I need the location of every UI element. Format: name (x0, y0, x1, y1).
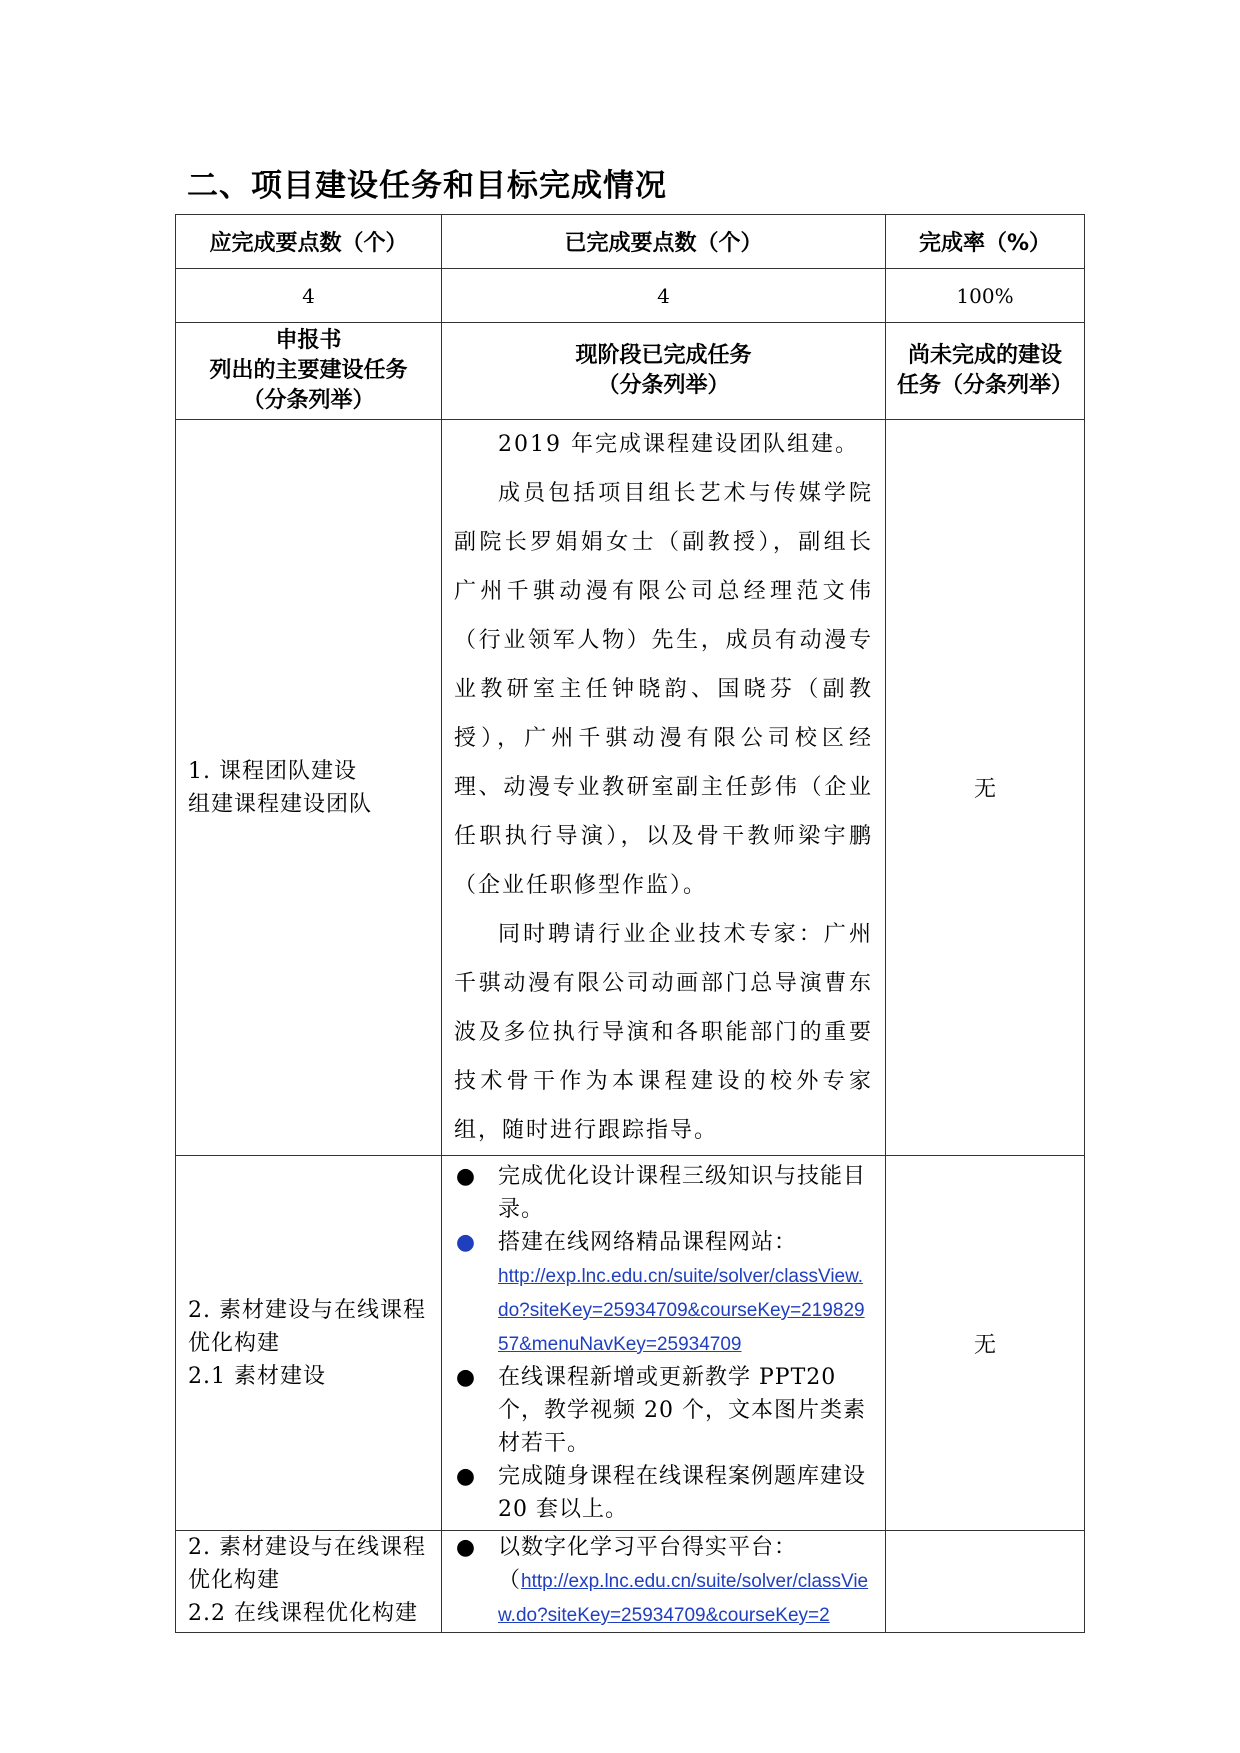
detail-paragraph: 2019 年完成课程建设团队组建。 (498, 432, 859, 457)
pending-status: 无 (886, 1156, 1085, 1531)
bullet-icon: ● (455, 1464, 477, 1489)
bullet-icon: ● (455, 1535, 477, 1560)
task-line: 组建课程建设团队 (188, 791, 373, 817)
task-line: 2. 素材建设与在线课程优化构建 (188, 1297, 426, 1356)
bullet-list (442, 1156, 885, 1530)
page-title: 二、项目建设任务和目标完成情况 (187, 168, 667, 204)
header-text: 列出的主要建设任务 (209, 358, 408, 383)
header-text: （分条列举） (242, 388, 375, 413)
header-text: （分条列举） (597, 373, 730, 398)
header-completed-count: 已完成要点数（个） (442, 215, 886, 269)
list-item-text: 以数字化学习平台得实平台： (498, 1535, 798, 1560)
task-cell (176, 420, 442, 1156)
task-cell (176, 1156, 442, 1531)
detail-paragraph: 同时聘请行业企业技术专家：广州千骐动漫有限公司动画部门总导演曹东波及多位执行导演和各职能部门的重要技术骨干作为本课程建设的校外专家组，随时进行跟踪指导。 (454, 922, 873, 1143)
list-item (454, 1531, 873, 1632)
table-row (176, 1156, 1085, 1531)
list-item (454, 1460, 873, 1526)
task-line: 2.1 素材建设 (188, 1363, 326, 1389)
task-header-row (176, 323, 1085, 420)
header-text: 申报书 (275, 328, 342, 353)
bullet-list (442, 1531, 885, 1632)
list-item (454, 1226, 873, 1361)
required-count-value: 4 (176, 269, 442, 323)
summary-value-row (176, 269, 1085, 323)
table-row (176, 1531, 1085, 1633)
completed-detail-cell (442, 420, 886, 1156)
header-text: 任务（分条列举） (896, 373, 1073, 398)
bullet-icon: ● (455, 1365, 477, 1390)
bullet-icon: ● (455, 1164, 477, 1189)
table-row (176, 420, 1085, 1156)
task-line: 2.2 在线课程优化构建 (188, 1601, 418, 1626)
summary-header-row (176, 215, 1085, 269)
task-cell (176, 1531, 442, 1633)
completed-detail-cell (442, 1156, 886, 1531)
header-text: 现阶段已完成任务 (575, 343, 752, 368)
course-site-link[interactable]: http://exp.lnc.edu.cn/suite/solver/classView.do?siteKey=25934709&courseKey=21982957&menuNavKey=25934709 (498, 1266, 865, 1355)
detail-paragraph: 成员包括项目组长艺术与传媒学院副院长罗娟娟女士（副教授），副组长广州千骐动漫有限公司总经理范文伟（行业领军人物）先生，成员有动漫专业教研室主任钟晓韵、国晓芬（副教授），广州千骐动漫有限公司校区经理、动漫专业教研室副主任彭伟（企业任职执行导演），以及骨干教师梁宇鹏（企业任职修型作监）。 (454, 481, 873, 898)
list-item-text: 完成优化设计课程三级知识与技能目录。 (498, 1164, 867, 1222)
bullet-icon: ● (455, 1230, 477, 1255)
list-item-text: 搭建在线网络精品课程网站： (498, 1230, 798, 1255)
header-text: 尚未完成的建设 (907, 343, 1062, 368)
list-item-text: 在线课程新增或更新教学 PPT20 个，教学视频 20 个，文本图片类素材若干。 (498, 1365, 866, 1456)
pending-status: 无 (886, 420, 1085, 1156)
pending-status (886, 1531, 1085, 1633)
completed-count-value: 4 (442, 269, 886, 323)
completed-detail-cell (442, 1531, 886, 1633)
list-item (454, 1361, 873, 1460)
header-required-count: 应完成要点数（个） (176, 215, 442, 269)
task-line: 2. 素材建设与在线课程优化构建 (188, 1535, 426, 1593)
header-completed-tasks (442, 323, 886, 420)
header-pending-tasks (886, 323, 1085, 420)
progress-table (175, 214, 1085, 1633)
task-line: 1. 课程团队建设 (188, 758, 357, 784)
header-planned-tasks (176, 323, 442, 420)
list-item-text: 完成随身课程在线课程案例题库建设 20 套以上。 (498, 1464, 867, 1522)
header-completion-rate: 完成率（%） (886, 215, 1085, 269)
completion-rate-value: 100% (886, 269, 1085, 323)
platform-link[interactable]: http://exp.lnc.edu.cn/suite/solver/classView.do?siteKey=25934709&courseKey=2 (498, 1571, 869, 1626)
list-item (454, 1160, 873, 1226)
link-prefix: （ (498, 1568, 522, 1593)
